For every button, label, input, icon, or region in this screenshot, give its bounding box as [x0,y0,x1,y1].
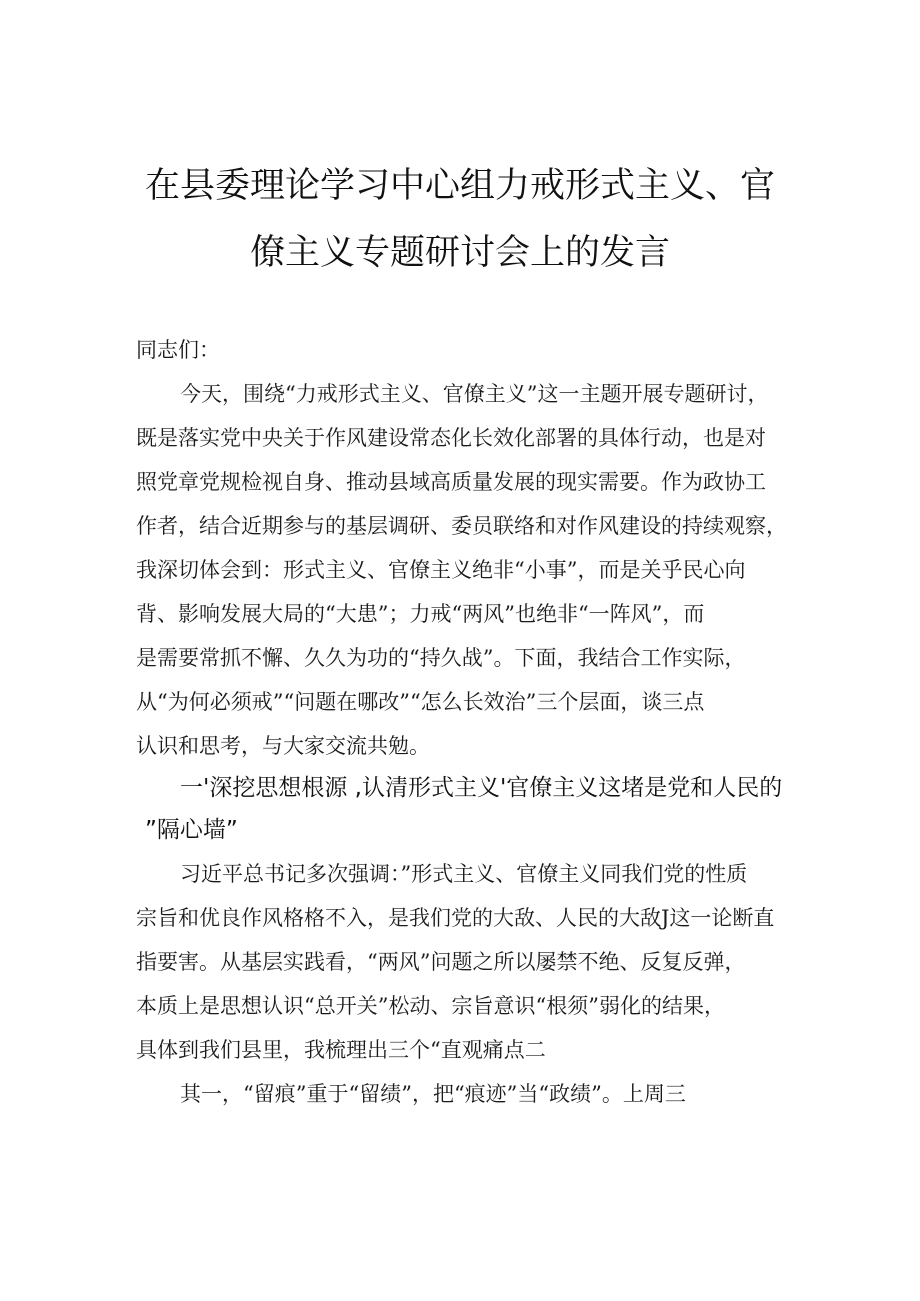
paragraph-1-line: 背、影响发展大局的“大患”；力戒“两风”也绝非“一阵风”，而 [136,602,705,626]
section-heading-1-line: 一'深挖思想根源 ,认清形式主义'官僚主义这堵是党和人民的 [180,775,783,801]
paragraph-1-line: 我深切体会到：形式主义、官僚主义绝非“小事”，而是关乎民心向 [136,558,746,582]
salutation: 同志们： [136,338,220,362]
paragraph-2-line: 宗旨和优良作风格格不入，是我们党的大敌、人民的大敌J这一论断直 [136,906,775,930]
paragraph-1-line: 认识和思考，与大家交流共勉。 [136,734,430,758]
document-title-line-2: 僚主义专题研讨会上的发言 [250,233,671,273]
paragraph-1-line: 照党章党规检视自身、推动县域高质量发展的现实需要。作为政协工 [136,470,766,494]
paragraph-1-line: 是需要常抓不懈、久久为功的“持久战”。下面，我结合工作实际， [136,646,746,670]
paragraph-1-line: 今天，围绕“力戒形式主义、官僚主义”这一主题开展专题研讨， [180,382,769,406]
paragraph-1-line: 既是落实党中央关于作风建设常态化长效化部署的具体行动，也是对 [136,426,766,450]
section-heading-1-line: ”隔心墙” [145,817,238,843]
paragraph-2-line: 习近平总书记多次强调：”形式主义、官僚主义同我们党的性质 [180,862,748,886]
paragraph-1-line: 从“为何必须戒”“问题在哪改”“怎么长效治”三个层面，谈三点 [136,690,705,714]
paragraph-2-line: 具体到我们县里，我梳理出三个“直观痛点二 [136,1038,546,1062]
paragraph-1-line: 作者，结合近期参与的基层调研、委员联络和对作风建设的持续观察， [136,514,787,538]
paragraph-2-line: 指要害。从基层实践看，“两风”问题之所以屡禁不绝、反复反弹， [136,950,746,974]
document-title-line-1: 在县委理论学习中心组力戒形式主义、官 [145,166,776,206]
paragraph-3-line: 其一，“留痕”重于“留绩”，把“痕迹”当“政绩”。上周三 [180,1082,686,1106]
paragraph-2-line: 本质上是思想认识“总开关”松动、宗旨意识“根须”弱化的结果， [136,994,725,1018]
